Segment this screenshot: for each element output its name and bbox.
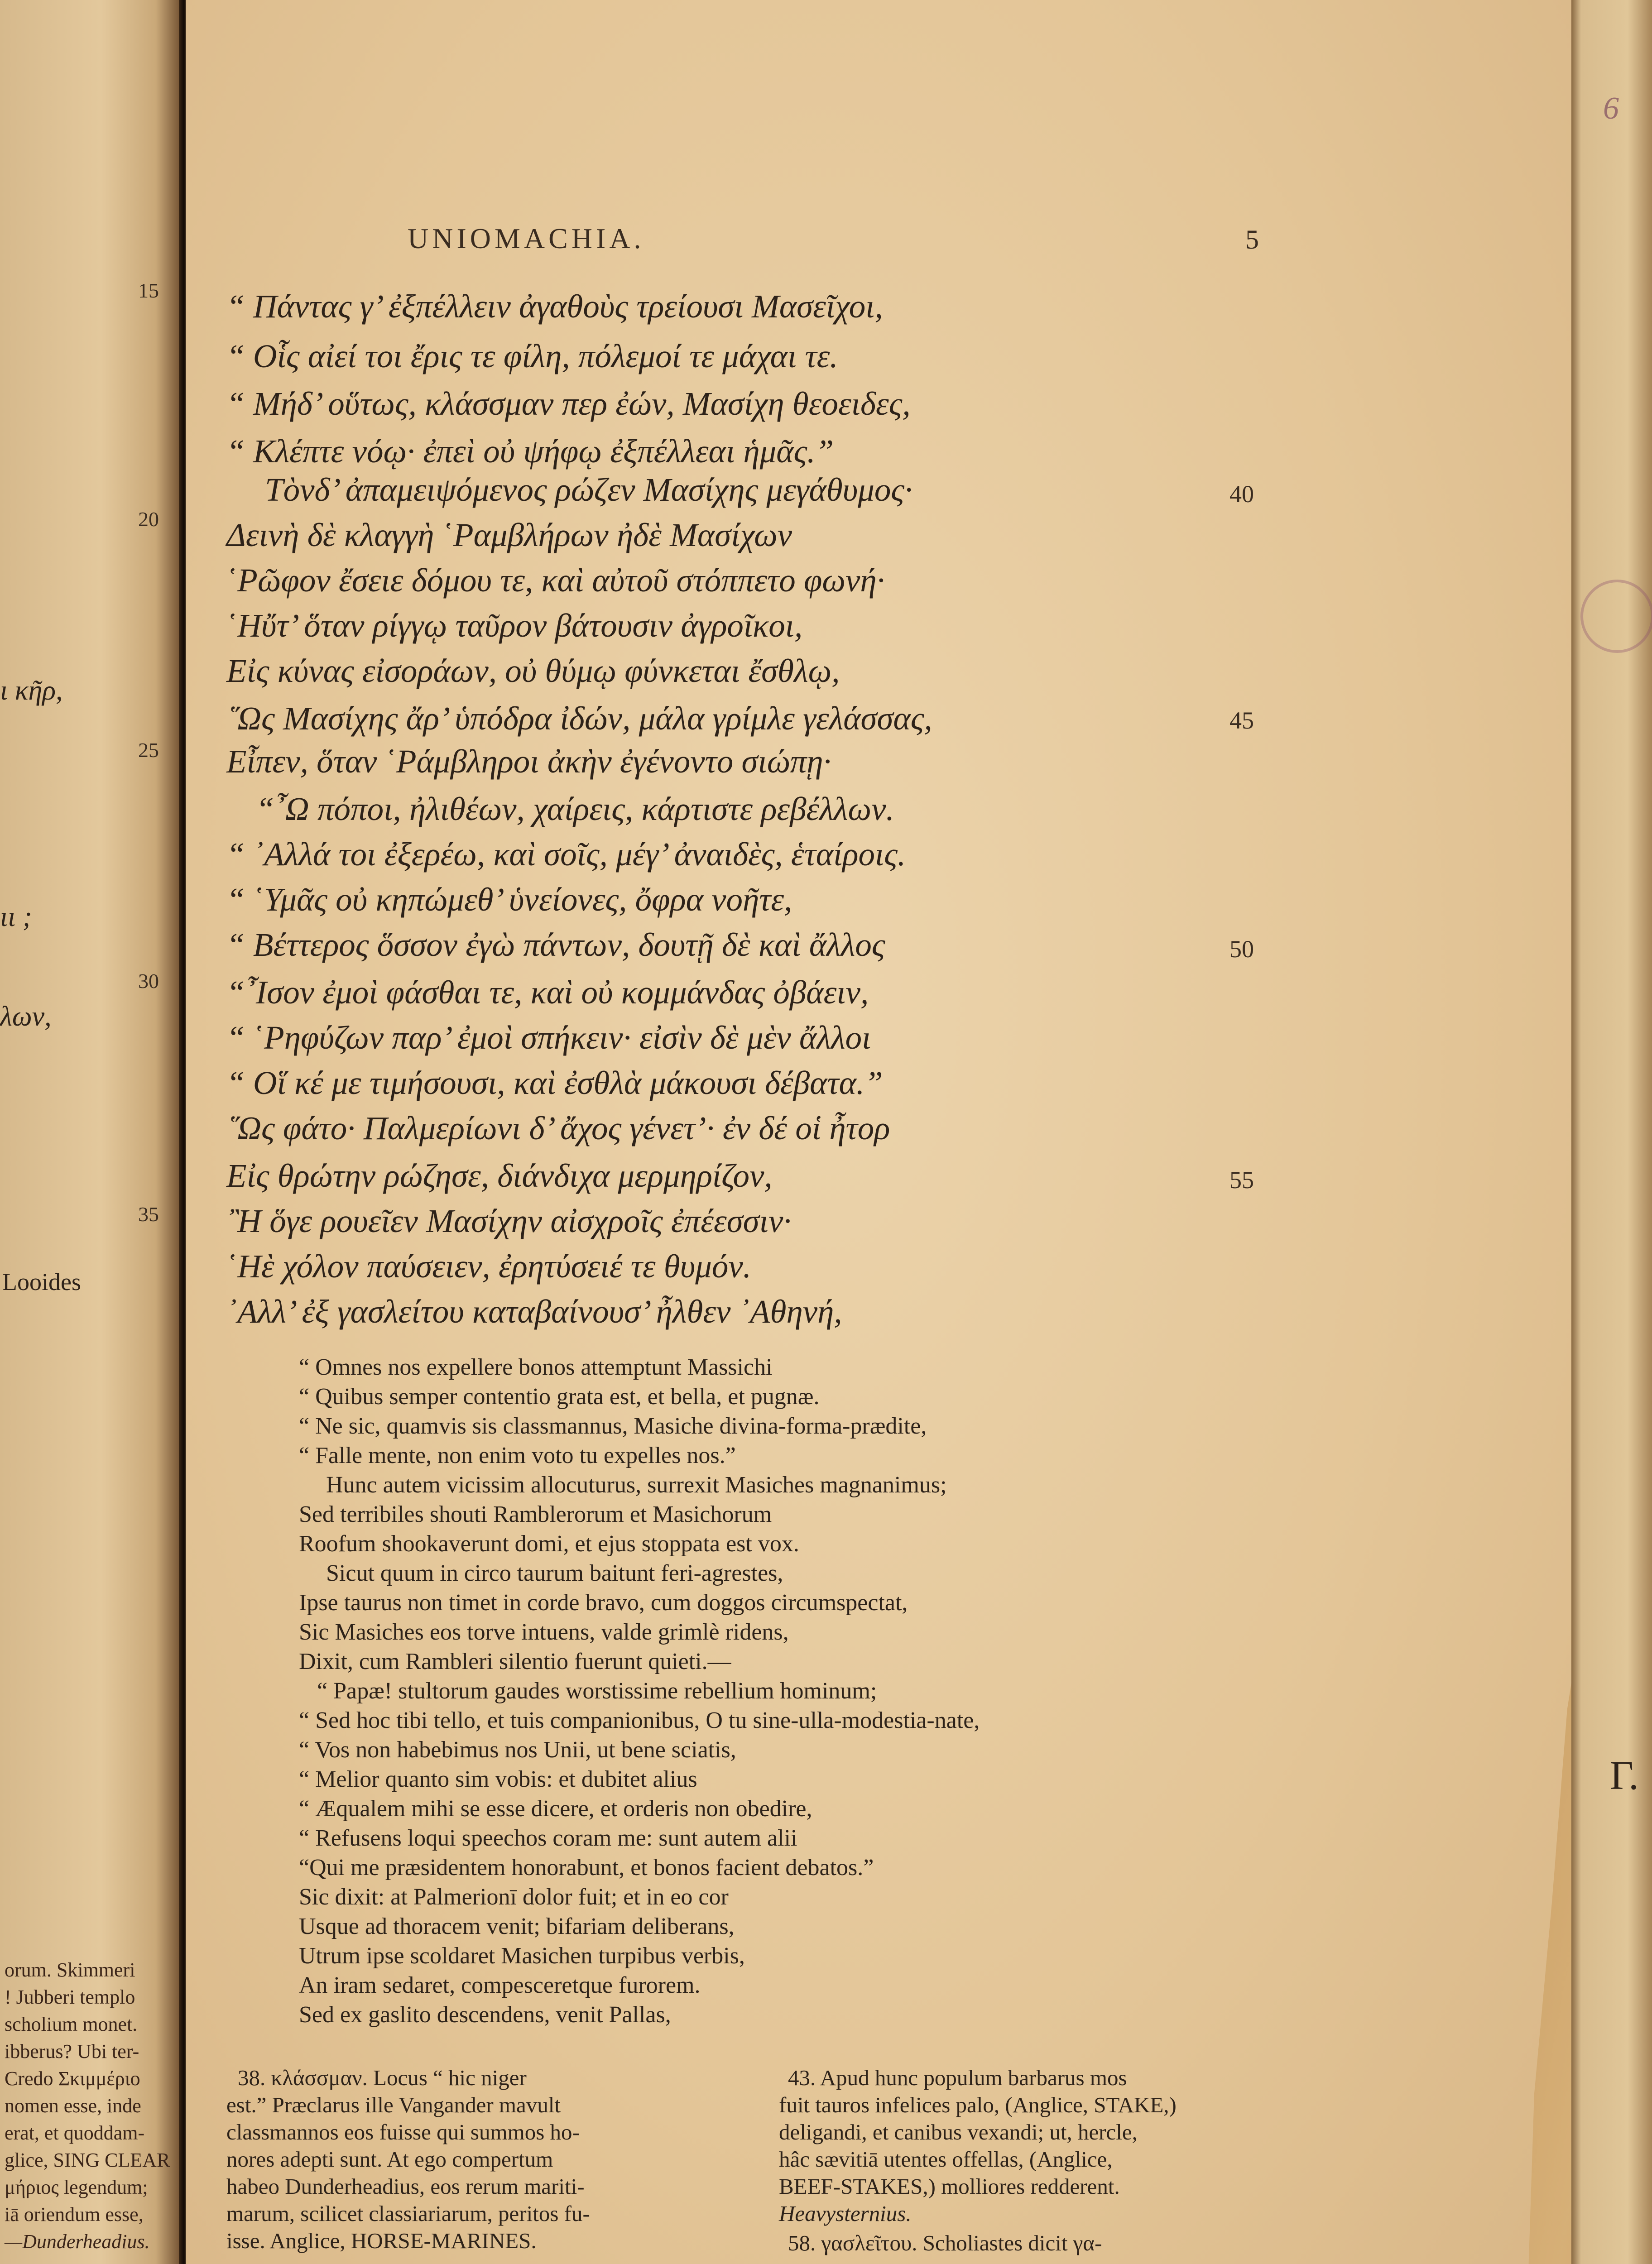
- greek-verse-line: ῾Ηὲ χόλον παύσειεν, ἐρητύσειέ τε θυμόν.: [226, 1248, 752, 1285]
- footnote-line: 58. γασλεῖτου. Scholiastes dicit γα-: [788, 2230, 1102, 2255]
- latin-translation-line: An iram sedaret, compesceretque furorem.: [299, 1972, 701, 1998]
- greek-verse-line: ῞Ως φάτο· Παλμερίωνι δ’ ἄχος γένετ’· ἐν δέ οἱ ἦτορ: [226, 1110, 890, 1146]
- latin-translation-line: Sic dixit: at Palmerionī dolor fuit; et in eo cor: [299, 1884, 729, 1910]
- latin-translation-line: “Qui me præsidentem honorabunt, et bonos facient debatos.”: [299, 1855, 874, 1880]
- greek-verse-line: “ Πάντας γ’ ἐξπέλλειν ἀγαθοὺς τρείουσι Μασεῖχοι,: [226, 288, 883, 325]
- greek-verse-line: “῏Ω πόποι, ἠλιθέων, χαίρεις, κάρτιστε ρεβέλλων.: [256, 791, 894, 827]
- latin-translation-line: Utrum ipse scoldaret Masichen turpibus verbis,: [299, 1943, 745, 1969]
- greek-verse-line: “ Οἵ κέ με τιμήσουσι, καὶ ἐσθλὰ μάκουσι δέβατα.”: [226, 1065, 883, 1101]
- left-line-number: 30: [138, 969, 159, 993]
- footnote-line: Heavysternius.: [779, 2201, 912, 2226]
- right-page-edge: [1571, 0, 1652, 2264]
- left-note-line: —Dunderheadius.: [5, 2230, 150, 2253]
- left-text-fragment: Looides: [2, 1268, 81, 1295]
- latin-translation-line: Sed ex gaslito descendens, venit Pallas,: [299, 2002, 671, 2028]
- latin-translation-line: Hunc autem vicissim allocuturus, surrexit Masiches magnanimus;: [326, 1472, 947, 1498]
- left-line-number: 25: [138, 739, 159, 762]
- footnote-line: marum, scilicet classiariarum, peritos fu-: [226, 2201, 590, 2226]
- latin-translation-line: “ Vos non habebimus nos Unii, ut bene sciatis,: [299, 1737, 736, 1763]
- left-line-number: 20: [138, 508, 159, 531]
- latin-translation-line: “ Quibus semper contentio grata est, et bella, et pugnæ.: [299, 1384, 820, 1410]
- greek-verse-line: Εἰς θρώτην ρώζησε, διάνδιχα μερμηρίζον,: [226, 1157, 773, 1194]
- greek-verse-line: Δεινὴ δὲ κλαγγὴ ῾Ραμβλήρων ἠδὲ Μασίχων: [226, 517, 792, 553]
- verse-line-number: 45: [1229, 707, 1254, 734]
- greek-verse-line: “ Μήδ’ οὕτως, κλάσσμαν περ ἐών, Μασίχη θεοειδες,: [226, 385, 911, 422]
- left-line-number: 15: [138, 279, 159, 302]
- left-note-line: Credo Σκιμμέριο: [5, 2067, 140, 2090]
- latin-translation-line: “ Refusens loqui speechos coram me: sunt autem alii: [299, 1825, 797, 1851]
- latin-translation-line: “ Sed hoc tibi tello, et tuis companionibus, O tu sine-ulla-modestia-nate,: [299, 1708, 980, 1733]
- greek-verse-line: “ ῾Υμᾶς οὐ κηπώμεθ’ ὑνείονες, ὄφρα νοῆτε,: [226, 881, 792, 918]
- latin-translation-line: “ Papæ! stultorum gaudes worstissime rebellium hominum;: [317, 1678, 877, 1704]
- latin-translation-line: “ Falle mente, non enim voto tu expelles nos.”: [299, 1443, 736, 1468]
- left-facing-page: [0, 0, 183, 2264]
- greek-verse-line: “ Βέττερος ὅσσον ἐγὼ πάντων, δουτῇ δὲ καὶ ἄλλος: [226, 926, 885, 963]
- verse-line-number: 40: [1229, 480, 1254, 508]
- right-margin-letter: Γ.: [1610, 1753, 1639, 1798]
- footnote-line: fuit tauros infelices palo, (Anglice, STAKE,): [779, 2092, 1177, 2117]
- greek-verse-line: ῞Ως Μασίχης ἄρ’ ὑπόδρα ἰδών, μάλα γρίμλε γελάσσας,: [226, 700, 932, 737]
- latin-translation-line: Sic Masiches eos torve intuens, valde grimlè ridens,: [299, 1619, 789, 1645]
- left-note-line: orum. Skimmeri: [5, 1959, 135, 1981]
- left-text-fragment: λων,: [0, 1001, 52, 1032]
- greek-verse-line: Τὸνδ’ ἀπαμειψόμενος ρώζεν Μασίχης μεγάθυμος·: [265, 471, 913, 508]
- footnote-line: isse. Anglice, HORSE-MARINES.: [226, 2228, 537, 2253]
- left-text-fragment: ιι ;: [0, 902, 32, 932]
- running-head: UNIOMACHIA.: [408, 222, 645, 254]
- latin-translation-line: Ipse taurus non timet in corde bravo, cum doggos circumspectat,: [299, 1590, 908, 1616]
- latin-translation-line: Dixit, cum Rambleri silentio fuerunt quieti.—: [299, 1649, 731, 1674]
- footnote-line: habeo Dunderheadius, eos rerum mariti-: [226, 2174, 585, 2199]
- left-note-line: iā oriendum esse,: [5, 2203, 144, 2226]
- footnote-line: BEEF-STAKES,) molliores redderent.: [779, 2174, 1120, 2199]
- verse-line-number: 55: [1229, 1166, 1254, 1194]
- greek-verse-line: ᾿Αλλ’ ἐξ γασλείτου καταβαίνουσ’ ἦλθεν ᾿Αθηνή,: [226, 1293, 842, 1330]
- left-note-line: ! Jubberi templo: [5, 1986, 135, 2008]
- greek-verse-line: “῏Ισον ἐμοὶ φάσθαι τε, καὶ οὐ κομμάνδας ὀβάειν,: [226, 974, 869, 1011]
- pencil-mark: 6: [1603, 91, 1619, 126]
- greek-verse-line: “ Κλέπτε νόῳ· ἐπεὶ οὐ ψήφῳ ἐξπέλλεαι ἡμᾶς.”: [226, 433, 834, 470]
- footnote-line: hâc sævitiā utentes offellas, (Anglice,: [779, 2147, 1113, 2172]
- left-line-number: 35: [138, 1203, 159, 1226]
- footnote-line: 38. κλάσσμαν. Locus “ hic niger: [238, 2065, 527, 2090]
- greek-verse-line: “ Οἷς αἰεί τοι ἔρις τε φίλη, πόλεμοί τε μάχαι τε.: [226, 338, 838, 374]
- greek-verse-line: ῍Η ὅγε ρουεῖεν Μασίχην αἰσχροῖς ἐπέεσσιν·: [226, 1203, 792, 1239]
- left-note-line: μήριος legendum;: [5, 2176, 148, 2198]
- greek-verse-line: Εἶπεν, ὅταν ῾Ράμβληροι ἀκὴν ἐγένοντο σιώπῃ·: [226, 743, 831, 780]
- latin-translation-line: “ Ne sic, quamvis sis classmannus, Masiche divina-forma-prædite,: [299, 1413, 927, 1439]
- library-stamp-icon: [1580, 580, 1652, 653]
- greek-verse-line: “ ῾Ρηφύζων παρ’ ἐμοὶ σπήκειν· εἰσὶν δὲ μὲν ἄλλοι: [226, 1019, 871, 1056]
- left-note-line: scholium monet.: [5, 2013, 138, 2035]
- footnote-line: deligandi, et canibus vexandi; ut, hercle,: [779, 2120, 1138, 2144]
- greek-verse-line: Εἰς κύνας εἰσοράων, οὐ θύμῳ φύνκεται ἔσθλῳ,: [226, 652, 840, 689]
- latin-translation-line: “ Æqualem mihi se esse dicere, et orderis non obedire,: [299, 1796, 812, 1822]
- left-note-line: glice, SING CLEAR: [5, 2149, 170, 2171]
- greek-verse-line: “ ᾿Αλλά τοι ἐξερέω, καὶ σοῖς, μέγ’ ἀναιδὲς, ἑταίροις.: [226, 836, 906, 873]
- latin-translation-line: “ Melior quanto sim vobis: et dubitet alius: [299, 1766, 697, 1792]
- latin-translation-line: Sicut quum in circo taurum baitunt feri-agrestes,: [326, 1560, 783, 1586]
- latin-translation-line: Usque ad thoracem venit; bifariam deliberans,: [299, 1914, 735, 1939]
- left-note-line: ibberus? Ubi ter-: [5, 2040, 139, 2063]
- left-note-line: erat, et quoddam-: [5, 2122, 145, 2144]
- verse-line-number: 50: [1229, 935, 1254, 963]
- left-text-fragment: ι κῆρ,: [0, 675, 63, 706]
- latin-translation-line: Sed terribiles shouti Ramblerorum et Masichorum: [299, 1501, 772, 1527]
- left-note-line: nomen esse, inde: [5, 2095, 141, 2117]
- greek-verse-line: ῾Ηὔτ’ ὅταν ρίγγῳ ταῦρον βάτουσιν ἀγροῖκοι,: [226, 607, 803, 644]
- page-number: 5: [1245, 225, 1259, 254]
- footnote-line: classmannos eos fuisse qui summos ho-: [226, 2120, 580, 2144]
- latin-translation-line: “ Omnes nos expellere bonos attemptunt Massichi: [299, 1354, 773, 1380]
- footnote-line: nores adepti sunt. At ego compertum: [226, 2147, 553, 2172]
- footnote-line: 43. Apud hunc populum barbarus mos: [788, 2065, 1127, 2090]
- footnote-line: est.” Præclarus ille Vangander mavult: [226, 2092, 561, 2117]
- latin-translation-line: Roofum shookaverunt domi, et ejus stoppata est vox.: [299, 1531, 799, 1557]
- greek-verse-line: ῾Ρῶφον ἔσειε δόμου τε, καὶ αὐτοῦ στόππετο φωνή·: [226, 562, 885, 599]
